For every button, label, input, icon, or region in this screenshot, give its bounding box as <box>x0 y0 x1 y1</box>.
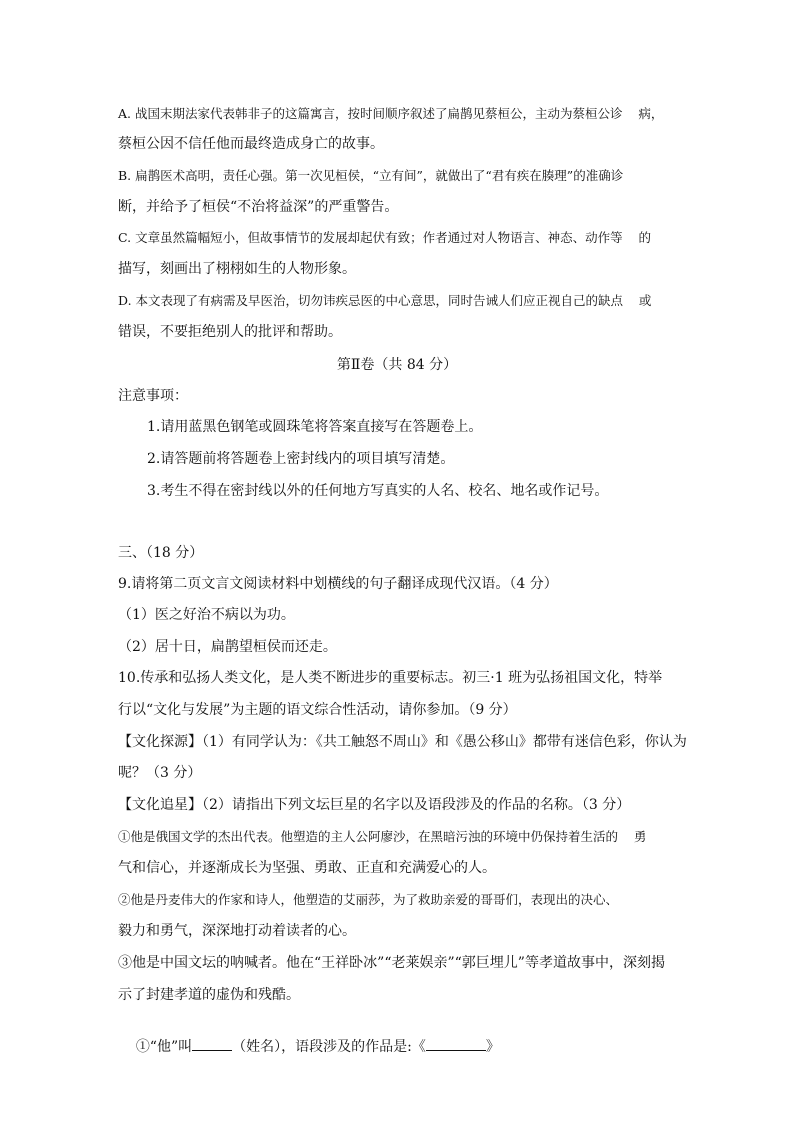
answer-mid: （姓名），语段涉及的作品是:《 <box>232 1039 426 1055</box>
item-3-line-1: ③他是中国文坛的呐喊者。他在“王祥卧冰”“老莱娱亲”“郭巨埋儿”等孝道故事中，深刻揭 <box>118 955 665 971</box>
question-10-line-1: 10.传承和弘扬人类文化，是人类不断进步的重要标志。初三·1 班为弘扬祖国文化，特举 <box>118 670 663 686</box>
question-10-part-1-line-2: 呢？（3 分） <box>118 765 202 781</box>
option-d-line-1: D. 本文表现了有病需及早医治，切勿讳疾忌医的中心意思，同时告诫人们应正视自己的缺点 或 <box>118 293 652 308</box>
notice-item-1: 1.请用蓝黑色钢笔或圆珠笔将答案直接写在答题卷上。 <box>147 419 483 435</box>
part3-heading: 三、（18 分） <box>118 545 204 561</box>
item-2-line-2: 毅力和勇气，深深地打动着读者的心。 <box>118 923 356 939</box>
author-name-blank[interactable] <box>192 1036 232 1051</box>
notice-item-3: 3.考生不得在密封线以外的任何地方写真实的人名、校名、地名或作记号。 <box>147 483 609 499</box>
option-c-line-2: 描写，刻画出了栩栩如生的人物形象。 <box>118 261 356 277</box>
item-2-line-1: ②他是丹麦伟大的作家和诗人，他塑造的艾丽莎，为了救助亲爱的哥哥们，表现出的决心、 <box>118 892 619 907</box>
option-d-line-2: 错误，不要拒绝别人的批评和帮助。 <box>118 324 342 340</box>
answer-suffix: 》 <box>485 1039 500 1055</box>
item-1-line-2: 气和信心，并逐渐成长为坚强、勇敢、正直和充满爱心的人。 <box>118 860 496 876</box>
work-title-blank[interactable] <box>426 1036 486 1051</box>
option-a-line-2: 蔡桓公因不信任他而最终造成身亡的故事。 <box>118 136 384 152</box>
option-b-line-1: B. 扁鹊医术高明，责任心强。第一次见桓侯，“立有间”，就做出了“君有疾在腠理”的准确诊 <box>118 168 624 183</box>
question-9-sentence-2: （2）居十日，扁鹊望桓侯而还走。 <box>118 639 337 655</box>
notice-item-2: 2.请答题前将答题卷上密封线内的项目填写清楚。 <box>147 451 455 467</box>
question-10-line-2: 行以“文化与发展”为主题的语文综合性活动，请你参加。（9 分） <box>118 702 517 718</box>
question-9-sentence-1: （1）医之好治不病以为功。 <box>118 607 295 623</box>
section-title: 第Ⅱ卷（共 84 分） <box>336 357 458 373</box>
question-10-part-2: 【文化追星】（2）请指出下列文坛巨星的名字以及语段涉及的作品的名称。（3 分） <box>118 797 631 813</box>
item-1-line-1: ①他是俄国文学的杰出代表。他塑造的主人公阿廖沙，在黑暗污浊的环境中仍保持着生活的 勇 <box>118 829 647 844</box>
question-10-part-1-line-1: 【文化探源】（1）有同学认为：《共工触怒不周山》和《愚公移山》都带有迷信色彩，你认为 <box>118 734 687 750</box>
item-3-line-2: 示了封建孝道的虚伪和残酷。 <box>118 987 300 1003</box>
notice-heading: 注意事项： <box>118 388 188 404</box>
question-9: 9.请将第二页文言文阅读材料中划横线的句子翻译成现代汉语。（4 分） <box>118 576 558 592</box>
answer-prefix: ①“他”叫 <box>135 1039 193 1055</box>
option-a-line-1: A. 战国末期法家代表韩非子的这篇寓言，按时间顺序叙述了扁鹊见蔡桓公，主动为蔡桓公诊 病， <box>118 106 664 121</box>
option-c-line-1: C. 文章虽然篇幅短小，但故事情节的发展却起伏有致；作者通过对人物语言、神态、动作等 的 <box>118 230 651 245</box>
answer-line <box>118 1016 678 1077</box>
option-b-line-2: 断，并给予了桓侯“不治将益深”的严重警告。 <box>118 199 399 215</box>
